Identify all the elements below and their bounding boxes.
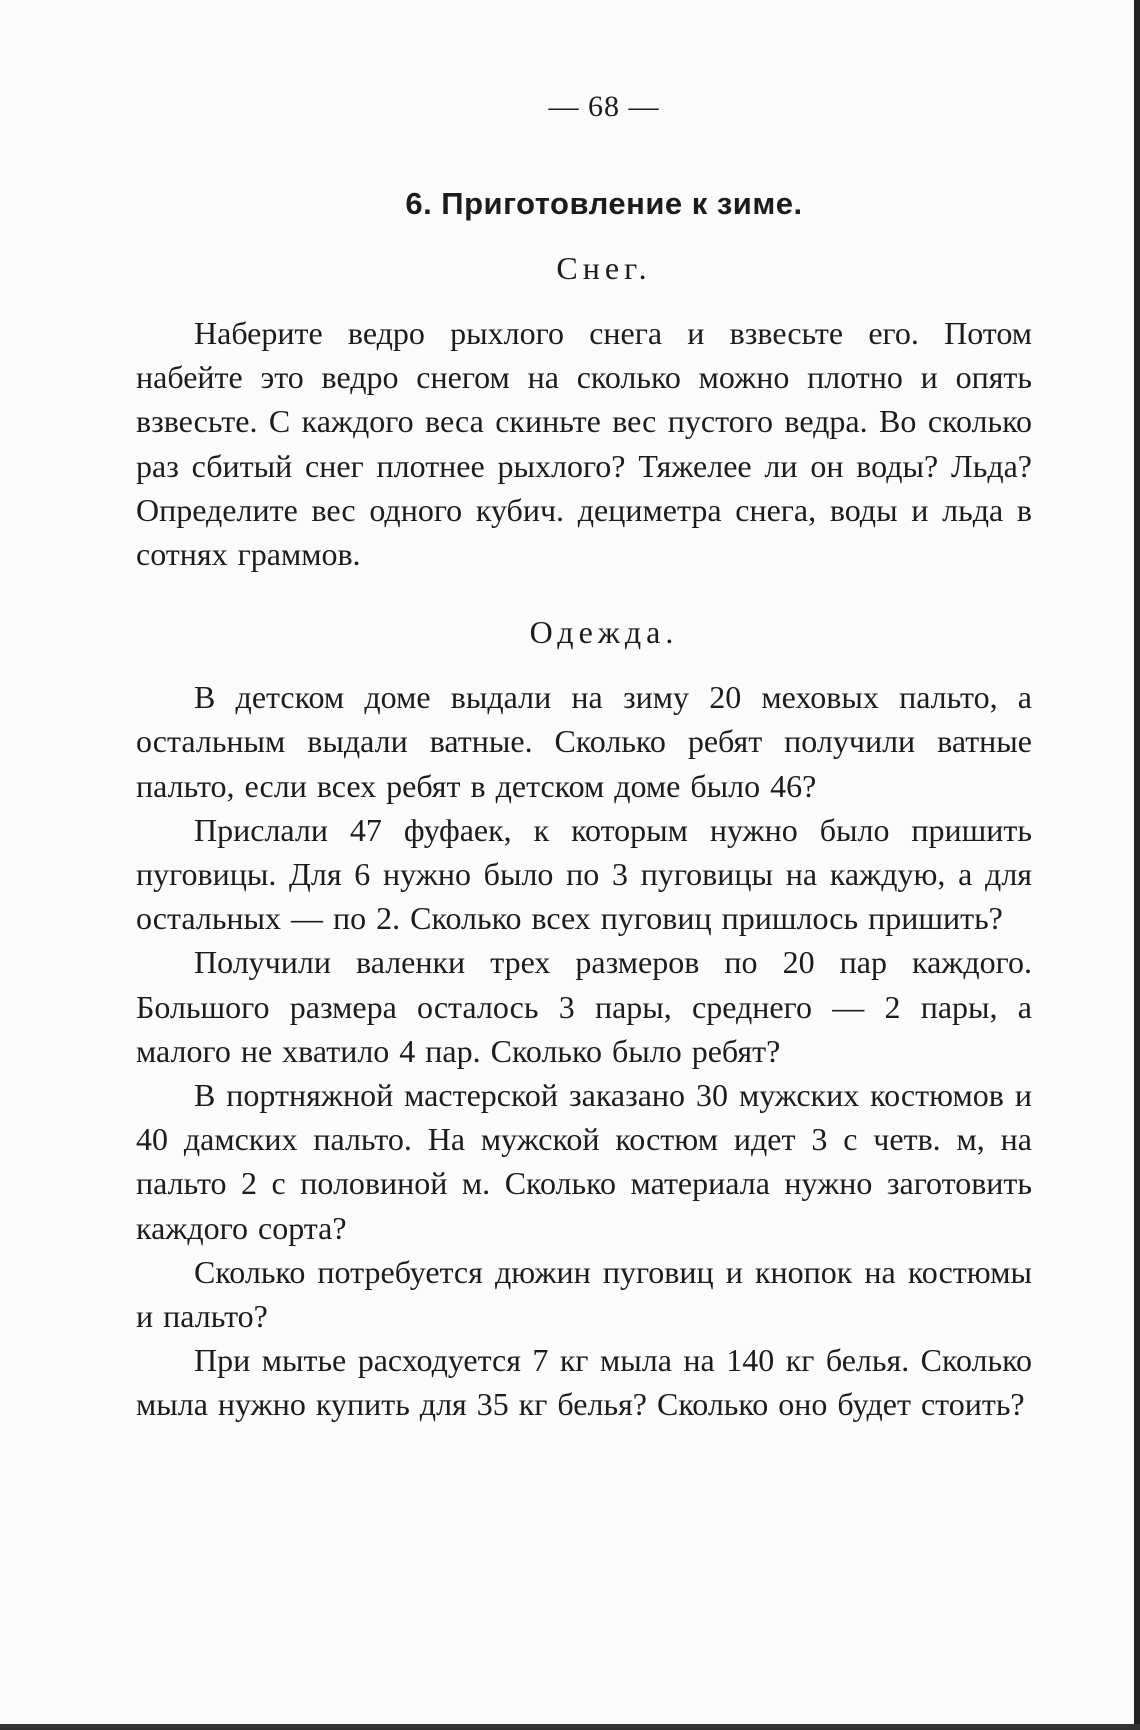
page-edge-bottom xyxy=(0,1724,1140,1730)
page-edge-right xyxy=(1134,0,1140,1730)
paragraph-clothing-2: Прислали 47 фуфаек, к которым нужно было пришить пуговицы. Для 6 нужно было по 3 пуговицы на каждую, а для остальных — по 2. Сколько всех пуговиц пришлось пришить? xyxy=(136,811,1032,937)
page-text xyxy=(136,90,1032,1427)
paragraph-clothing-4: В портняжной мастерской заказано 30 мужских костюмов и 40 дамских пальто. На мужской костюм идет 3 с четв. м, на пальто 2 с половиной м. Сколько материала нужно заготовить каждого сорта? xyxy=(136,1077,1032,1246)
page-number: — 68 — xyxy=(548,90,660,123)
paragraph-clothing-1: В детском доме выдали на зиму 20 меховых пальто, а остальным выдали ватные. Сколько ребят получили ватные пальто, если всех ребят в детском доме было 46? xyxy=(136,679,1032,804)
paragraph-snow-1: Наберите ведро рыхлого снега и взвесьте его. Потом набейте это ведро снегом на сколько можно плотно и опять взвесьте. С каждого веса скиньте вес пустого ведра. Во сколько раз сбитый снег плотнее рыхлого? Тяжелее ли он воды? Льда? Определите вес одного кубич. дециметра снега, воды и льда в сотнях граммов. xyxy=(136,315,1032,573)
section-title: 6. Приготовление к зиме. xyxy=(405,186,803,221)
paragraph-clothing-6: При мытье расходуется 7 кг мыла на 140 кг белья. Сколько мыла нужно купить для 35 кг белья? Сколько оно будет стоить? xyxy=(136,1342,1032,1423)
subsection-title-snow: Снег. xyxy=(556,250,652,286)
subsection-title-clothing: Одежда. xyxy=(529,614,679,651)
paragraph-clothing-3: Получили валенки трех размеров по 20 пар каждого. Большого размера осталось 3 пары, среднего — 2 пары, а малого не хватило 4 пар. Сколько было ребят? xyxy=(136,944,1032,1069)
paragraph-clothing-5: Сколько потребуется дюжин пуговиц и кнопок на костюмы и пальто? xyxy=(136,1253,1032,1335)
